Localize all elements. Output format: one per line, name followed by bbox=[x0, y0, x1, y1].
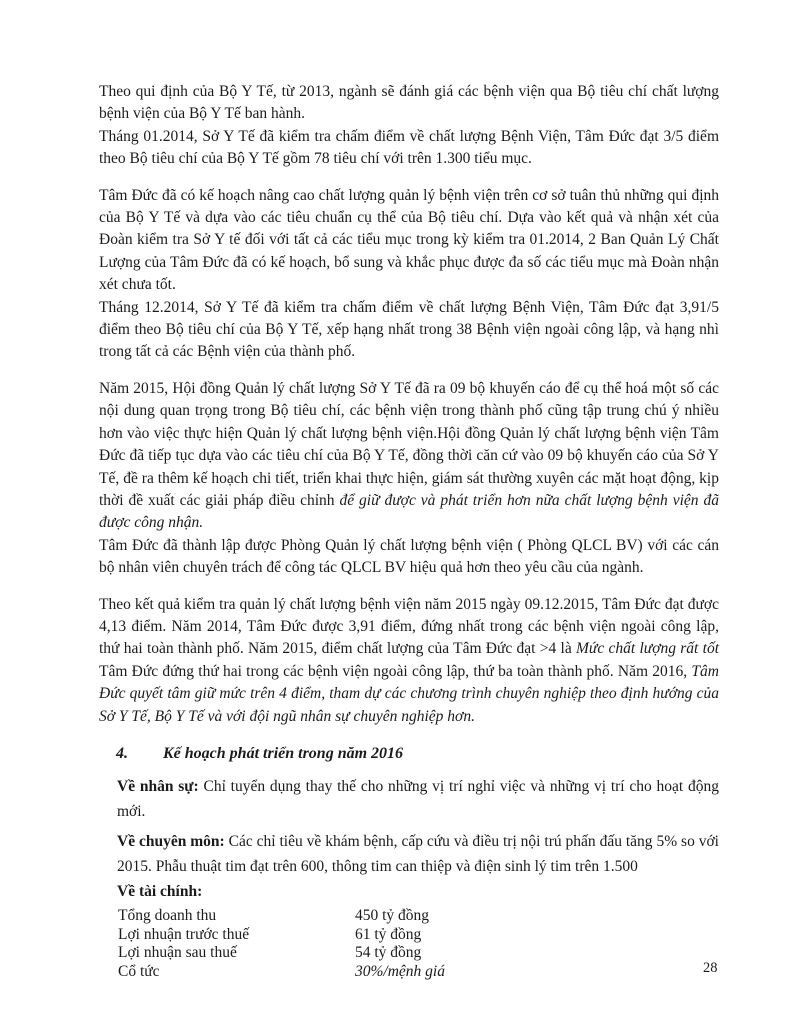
finance-label: Về tài chính: bbox=[117, 882, 203, 900]
paragraph-hr-plan bbox=[117, 774, 719, 824]
paragraph-professional-plan bbox=[117, 829, 719, 879]
section-4-heading bbox=[99, 742, 719, 766]
text-run: Theo kết quả kiểm tra quản lý chất lượng bệnh viện năm 2015 ngày 09.12.2015, Tâm Đức đạt được 4,13 điểm. Năm 2014, Tâm Đức được 3,91 điểm, đứng nhất trong các bệnh viện ngoài công lập, thứ hai toàn thành phố. Năm 2015, điểm chất lượng của Tâm Đức đạt >4 là bbox=[99, 595, 719, 658]
block-2015-activities bbox=[99, 378, 719, 580]
table-row-profit-after-tax bbox=[118, 944, 719, 963]
text-run-italic: Mức chất lượng rất tốt bbox=[575, 640, 719, 658]
paragraph-dec2014-score: Tháng 12.2014, Sở Y Tế đã kiểm tra chấm điểm về chất lượng Bệnh Viện, Tâm Đức đạt 3,91/5 điểm theo Bộ tiêu chí của Bộ Y Tế, xếp hạng nhất trong 38 Bệnh viện ngoài công lập, và hạng nhì trong tất cả các Bệnh viện của thành phố. bbox=[99, 298, 719, 361]
text-run: Tâm Đức đứng thứ hai trong các bệnh viện ngoài công lập, thứ ba toàn thành phố. Năm 2016, bbox=[99, 662, 692, 680]
paragraph-2015-recommendations bbox=[99, 378, 719, 535]
row-value: 61 tỷ đồng bbox=[355, 925, 422, 943]
hr-label: Về nhân sự: bbox=[117, 777, 199, 795]
paragraph-moh-regulation: Theo qui định của Bộ Y Tế, từ 2013, ngành sẽ đánh giá các bệnh viện qua Bộ tiêu chí chất lượng bệnh viện của Bộ Y Tế ban hành. bbox=[99, 83, 719, 123]
paragraph-jan2014-score: Tháng 01.2014, Sở Y Tế đã kiểm tra chấm điểm về chất lượng Bệnh Viện, Tâm Đức đạt 3/5 điểm theo Bộ tiêu chí của Bộ Y Tế gồm 78 tiêu chí với trên 1.300 tiểu mục. bbox=[99, 127, 719, 168]
section-number: 4. bbox=[116, 744, 128, 762]
row-value: 30%/mệnh giá bbox=[355, 962, 445, 980]
table-row-profit-before-tax bbox=[118, 926, 719, 945]
section-title: Kế hoạch phát triển trong năm 2016 bbox=[163, 744, 404, 762]
document-content bbox=[99, 81, 719, 981]
row-value: 54 tỷ đồng bbox=[355, 944, 422, 962]
paragraph-qlcl-department: Tâm Đức đã thành lập được Phòng Quản lý chất lượng bệnh viện ( Phòng QLCL BV) với các cán bộ nhân viên chuyên trách để công tác QLCL BV hiệu quả hơn theo yêu cầu của ngành. bbox=[99, 536, 719, 577]
row-label: Tổng doanh thu bbox=[118, 906, 217, 924]
row-label: Cổ tức bbox=[118, 962, 160, 980]
text-run-italic: Tâm Đức quyết tâm giữ mức trên 4 điểm, tham dự các chương trình chuyên nghiệp theo định hướng của Sở Y Tế, Bộ Y Tế và với đội ngũ nhân sự chuyên nghiệp hơn. bbox=[99, 662, 719, 725]
page-number: 28 bbox=[703, 960, 718, 976]
row-label: Lợi nhuận trước thuế bbox=[118, 925, 250, 943]
row-value: 450 tỷ đồng bbox=[355, 906, 430, 924]
row-label: Lợi nhuận sau thuế bbox=[118, 944, 237, 962]
professional-label: Về chuyên môn: bbox=[117, 832, 225, 850]
text-run: Chỉ tuyển dụng thay thế cho những vị trí nghỉ việc và những vị trí cho hoạt động mới. bbox=[117, 777, 719, 820]
text-run: Các chỉ tiêu về khám bệnh, cấp cứu và điều trị nội trú phấn đấu tăng 5% so với 2015. Phẫu thuật tim đạt trên 600, thông tim can thiệp và điện sinh lý tim trên 1.500 bbox=[117, 832, 719, 875]
paragraph-finance-label bbox=[117, 879, 719, 904]
text-run-italic: để giữ được và phát triển hơn nữa chất lượng bệnh viện đã được công nhận. bbox=[99, 491, 719, 532]
block-quality-plan-2014 bbox=[99, 185, 719, 364]
table-row-dividend bbox=[118, 963, 719, 982]
block-2015-results bbox=[99, 594, 719, 728]
table-row-revenue bbox=[118, 907, 719, 926]
text-run: Năm 2015, Hội đồng Quản lý chất lượng Sở Y Tế đã ra 09 bộ khuyến cáo để cụ thể hoá một số các nội dung quan trọng trong Bộ tiêu chí, các bệnh viện trong thành phố cũng tập trung chú ý nhiều hơn vào việc thực hiện Quản lý chất lượng bệnh viện.Hội đồng Quản lý chất lượng bệnh viện Tâm Đức đã tiếp tục dựa vào các tiêu chí của Bộ Y Tế, đồng thời căn cứ vào 09 bộ khuyến cáo của Sở Y Tế, đề ra thêm kế hoạch chi tiết, triển khai thực hiện, giám sát thường xuyên các mặt hoạt động, kịp thời đề xuất các giải pháp điều chỉnh bbox=[99, 379, 719, 509]
paragraph-quality-plan: Tâm Đức đã có kế hoạch nâng cao chất lượng quản lý bệnh viện trên cơ sở tuân thủ những qui định của Bộ Y Tế và dựa vào các tiêu chuẩn cụ thể của Bộ tiêu chí. Dựa vào kết quả và nhận xét của Đoàn kiểm tra Sở Y tế đối với tất cả các tiểu mục trong kỳ kiểm tra 01.2014, 2 Ban Quản Lý Chất Lượng của Tâm Đức đã có kế hoạch, bổ sung và khắc phục được đa số các tiểu mục mà Đoàn nhận xét chưa tốt. bbox=[99, 186, 719, 294]
block-moh-criteria bbox=[99, 81, 719, 171]
financial-table bbox=[118, 907, 719, 981]
paragraph-2015-results bbox=[99, 594, 719, 728]
